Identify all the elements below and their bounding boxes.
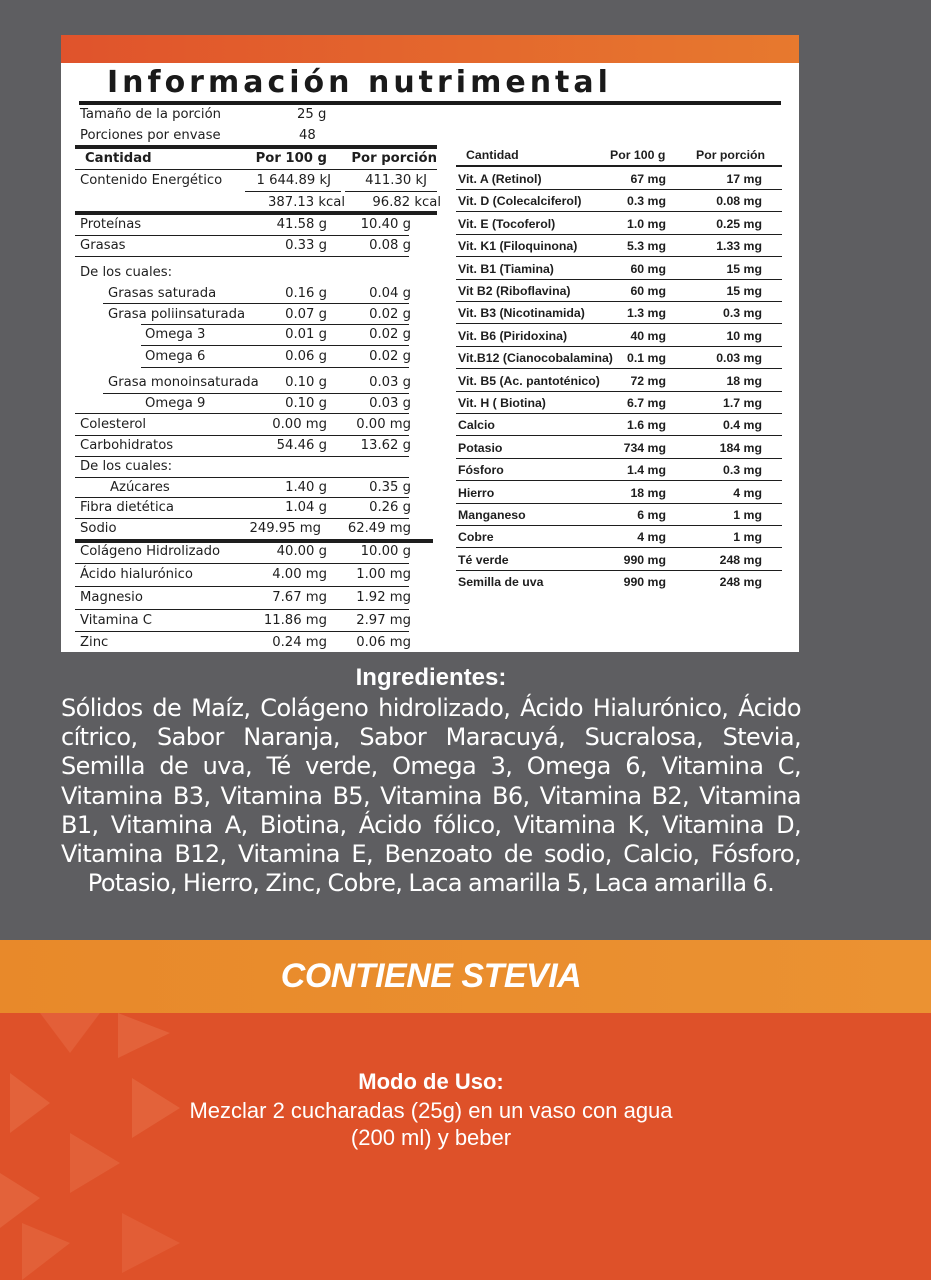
table-row [75,325,437,345]
usage-title: Modo de Uso: [358,1069,504,1094]
row-per100: 5.3 mg [627,239,666,254]
table-row [75,588,437,608]
table-row [75,611,437,631]
table-row [75,633,437,653]
row-name: Cobre [458,530,494,545]
row-name: Sodio [80,521,117,536]
energy-kcal-100: 387.13 kcal [268,195,345,210]
row-per100: 1.04 g [285,500,327,515]
row-per100: 54.46 g [276,438,327,453]
table-row [75,305,437,325]
row-portion: 184 mg [719,440,762,455]
energy-kcal-portion: 96.82 kcal [372,195,441,210]
row-portion: 0.08 mg [716,194,762,209]
servings-count-row [75,126,437,146]
row-name: Colesterol [80,417,147,432]
energy-kcal-row [75,193,441,213]
row-per100: 7.67 mg [272,590,327,605]
table-row [456,458,782,480]
table-row [75,263,437,283]
panel-title: Información nutrimental [107,65,612,100]
row-per100: 0.33 g [285,238,327,253]
table-row [75,498,437,518]
table-row [75,542,437,562]
row-per100: 0.1 mg [627,351,666,366]
row-name: Vit. A (Retinol) [458,172,542,186]
row-per100: 4 mg [637,530,666,545]
row-per100: 990 mg [623,552,666,567]
row-name: Vit. B3 (Nicotinamida) [458,306,585,321]
row-name: Semilla de uva [458,575,544,590]
row-per100: 40 mg [630,328,666,343]
row-per100: 40.00 g [276,544,327,559]
row-portion: 1.7 mg [723,396,762,410]
row-portion: 10.00 g [360,544,411,559]
row-portion: 13.62 g [360,438,411,453]
panel-orange-bar [61,35,799,63]
table-row [75,415,437,435]
row-name: Vit. B5 (Ac. pantoténico) [458,373,600,388]
row-per100: 0.00 mg [272,417,327,432]
row-name: Vit. B6 (Piridoxina) [458,328,568,343]
row-per100: 41.58 g [276,217,327,232]
row-portion: 0.08 g [369,238,411,253]
row-per100: 6 mg [637,508,666,522]
row-name: De los cuales: [80,265,173,280]
row-portion: 18 mg [726,373,762,388]
row-name: Proteínas [80,217,142,232]
row-name: Ácido hialurónico [80,567,194,582]
usage-line-2: (200 ml) y beber [350,1125,512,1150]
row-portion: 10 mg [726,328,762,343]
table-row [456,279,782,301]
row-name: De los cuales: [80,459,173,474]
table-row [456,391,782,413]
table-row [456,436,782,458]
row-per100: 0.16 g [285,286,327,301]
row-portion: 0.26 g [369,500,411,515]
servings-count-value: 48 [299,128,316,143]
row-name: Vit. B1 (Tiamina) [458,261,554,276]
row-name: Manganeso [458,508,526,522]
row-per100: 1.4 mg [627,463,666,478]
row-name: Vit B2 (Riboflavina) [458,284,571,298]
table-row [75,373,437,393]
row-name: Zinc [80,635,109,650]
ingredients-text: Sólidos de Maíz, Colágeno hidrolizado, Ácido Hialurónico, Ácido cítrico, Sabor Naranja, Sabor Maracuyá, Sucralosa, Stevia, Semilla de uva, Té verde, Omega 3, Omega 6, Vitamina C, Vitamina B3, Vitamina B5, Vitamina B6, Vitamina B2, Vitamina B1, Vitamina A, Biotina, Ácido fólico, Vitamina K, Vitamina D, Vitamina B12, Vitamina E, Benzoato de sodio, Calcio, Fósforo, Potasio, Hierro, Zinc, Cobre, Laca amarilla 5, Laca amarilla 6. [61,694,801,898]
table-row [75,519,437,539]
row-name: Potasio [458,440,503,455]
usage-text [0,1097,862,1151]
row-per100: 0.24 mg [272,635,327,650]
row-name: Fibra dietética [80,500,174,515]
energy-kj-100: 1 644.89 kJ [256,173,331,188]
row-portion: 0.25 mg [716,216,762,231]
table-row [75,284,437,304]
row-portion: 15 mg [726,261,762,276]
table-row [456,369,782,391]
row-name: Vit. D (Colecalciferol) [458,194,582,209]
row-per100: 60 mg [630,261,666,276]
header-per100: Por 100 g [255,151,327,166]
table-row [75,478,437,498]
row-name: Carbohidratos [80,438,174,453]
row-portion: 0.03 mg [716,351,762,366]
table-row [456,257,782,279]
table-row [456,548,782,570]
row-portion: 0.4 mg [723,418,762,433]
table-row [75,347,437,367]
table-row [456,167,782,189]
row-per100: 1.40 g [285,480,327,495]
row-portion: 0.04 g [369,286,411,301]
row-per100: 0.07 g [285,307,327,322]
row-portion: 248 mg [719,575,762,590]
row-name: Calcio [458,418,495,433]
table-row [456,212,782,234]
table-row [75,215,437,235]
row-portion: 1.00 mg [356,567,411,582]
row-per100: 0.10 g [285,375,327,390]
row-portion: 1.92 mg [356,590,411,605]
usage-line-1: Mezclar 2 cucharadas (25g) en un vaso con agua [189,1098,673,1123]
row-per100: 72 mg [630,373,666,388]
row-portion: 62.49 mg [347,521,411,536]
row-name: Fósforo [458,463,504,478]
row-per100: 67 mg [630,172,666,186]
row-portion: 0.02 g [369,327,411,342]
row-name: Azúcares [110,480,170,495]
row-name: Hierro [458,485,495,500]
energy-kj-portion: 411.30 kJ [365,173,427,188]
row-name: Vitamina C [80,613,152,628]
row-portion: 0.35 g [369,480,411,495]
energy-row [75,171,437,191]
right-table-header [456,145,782,165]
table-row [75,457,437,477]
header-portion: Por porción [351,151,437,166]
row-name: Grasa poliinsaturada [108,307,246,322]
row-per100: 1.3 mg [627,306,666,321]
row-per100: 734 mg [623,440,666,455]
header-portion: Por porción [696,148,766,162]
row-per100: 1.0 mg [627,216,666,231]
header-cantidad: Cantidad [85,151,152,166]
header-cantidad: Cantidad [466,148,519,162]
serving-size-value: 25 g [297,107,327,122]
row-per100: 0.3 mg [627,194,666,209]
row-per100: 990 mg [623,575,666,590]
table-row [456,234,782,256]
row-per100: 18 mg [630,485,666,500]
serving-size-label: Tamaño de la porción [80,107,222,122]
row-portion: 4 mg [733,485,762,500]
row-name: Vit. K1 (Filoquinona) [458,239,578,254]
row-name: Vit. E (Tocoferol) [458,216,556,231]
row-name: Grasa monoinsaturada [108,375,259,390]
row-per100: 249.95 mg [249,521,321,536]
row-portion: 0.3 mg [723,463,762,478]
table-row [456,525,782,547]
row-name: Grasas saturada [108,286,217,301]
energy-label: Contenido Energético [80,173,223,188]
row-per100: 4.00 mg [272,567,327,582]
row-name: Vit. H ( Biotina) [458,396,546,410]
row-portion: 1 mg [733,508,762,522]
table-row [456,481,782,503]
table-row [456,324,782,346]
table-row [75,394,437,414]
row-per100: 11.86 mg [263,613,327,628]
row-portion: 0.03 g [369,375,411,390]
row-portion: 1.33 mg [716,239,762,254]
row-per100: 0.06 g [285,349,327,364]
ingredients-title: Ingredientes: [355,664,507,691]
table-row [75,236,437,256]
row-per100: 0.10 g [285,396,327,411]
table-row [456,189,782,211]
table-row [456,503,782,525]
row-name: Grasas [80,238,126,253]
table-row [456,301,782,323]
row-portion: 17 mg [726,172,762,186]
row-portion: 0.00 mg [356,417,411,432]
row-portion: 0.02 g [369,349,411,364]
table-row [456,413,782,435]
row-per100: 6.7 mg [627,396,666,410]
row-portion: 0.3 mg [723,306,762,321]
row-portion: 2.97 mg [356,613,411,628]
row-per100: 1.6 mg [627,418,666,433]
row-per100: 0.01 g [285,327,327,342]
row-name: Omega 3 [145,327,206,342]
row-portion: 0.06 mg [356,635,411,650]
stevia-label: CONTIENE STEVIA [280,957,582,995]
header-per100: Por 100 g [610,148,666,162]
row-portion: 15 mg [726,284,762,298]
row-portion: 248 mg [719,552,762,567]
serving-size-row [75,105,437,125]
table-row [456,346,782,368]
table-row [75,436,437,456]
servings-count-label: Porciones por envase [80,128,221,143]
row-portion: 0.02 g [369,307,411,322]
row-name: Té verde [458,552,509,567]
row-name: Magnesio [80,590,143,605]
row-name: Colágeno Hidrolizado [80,544,221,559]
row-name: Vit.B12 (Cianocobalamina) [458,351,613,366]
row-name: Omega 6 [145,349,206,364]
row-name: Omega 9 [145,396,206,411]
row-per100: 60 mg [630,284,666,298]
left-table-header [75,149,437,169]
row-portion: 10.40 g [360,217,411,232]
row-portion: 1 mg [733,530,762,545]
row-portion: 0.03 g [369,396,411,411]
nutrition-panel [61,35,799,652]
table-row [75,565,437,585]
table-row [456,570,782,592]
